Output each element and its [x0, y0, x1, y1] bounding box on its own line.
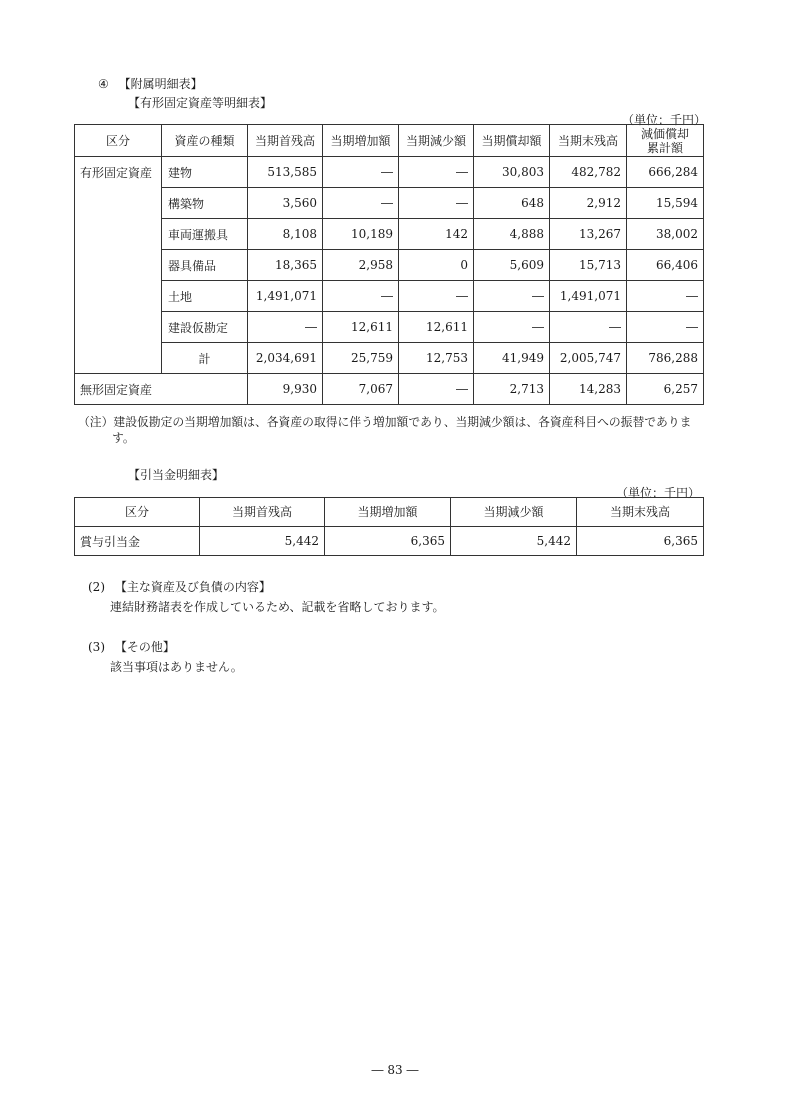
asset-type: 建物 [162, 157, 248, 188]
cell-begin: 18,365 [248, 250, 323, 281]
cell-decrease: 0 [399, 250, 474, 281]
category-intangible: 無形固定資産 [75, 374, 248, 405]
cell-decrease: ― [399, 374, 474, 405]
cell-begin: 513,585 [248, 157, 323, 188]
cell-accum: ― [627, 281, 704, 312]
allowance-header-row [75, 498, 704, 527]
cell-depreciation: 2,713 [474, 374, 550, 405]
header-depreciation: 当期償却額 [474, 125, 550, 157]
cell-depreciation: ― [474, 281, 550, 312]
section-2-heading [88, 578, 271, 595]
fixed-assets-title: 【有形固定資産等明細表】 [128, 96, 273, 110]
cell-increase: 10,189 [323, 219, 399, 250]
cell-depreciation: 5,609 [474, 250, 550, 281]
cell-begin: 5,442 [200, 527, 325, 556]
cell-increase: 6,365 [325, 527, 451, 556]
cell-begin: 3,560 [248, 188, 323, 219]
header-category: 区分 [75, 125, 162, 157]
header-end-balance: 当期末残高 [577, 498, 704, 527]
cell-end: ― [550, 312, 627, 343]
cell-increase: 25,759 [323, 343, 399, 374]
cell-depreciation: 648 [474, 188, 550, 219]
fixed-assets-note-line2: す。 [112, 431, 135, 445]
header-decrease: 当期減少額 [451, 498, 577, 527]
cell-accum: 786,288 [627, 343, 704, 374]
allowance-title: 【引当金明細表】 [128, 468, 225, 482]
header-increase: 当期増加額 [323, 125, 399, 157]
section-4-heading [98, 75, 203, 92]
cell-increase: ― [323, 157, 399, 188]
asset-type: 建設仮勘定 [162, 312, 248, 343]
header-accumulated-depreciation [627, 125, 704, 157]
header-accum-line2: 累計額 [646, 140, 683, 155]
total-row [75, 343, 704, 374]
cell-decrease: 5,442 [451, 527, 577, 556]
allowance-category: 賞与引当金 [75, 527, 200, 556]
table-row [75, 281, 704, 312]
table-row [75, 188, 704, 219]
table-row [75, 527, 704, 556]
intangible-row [75, 374, 704, 405]
section-3-title: 【その他】 [114, 640, 175, 654]
cell-end: 14,283 [550, 374, 627, 405]
cell-end: 15,713 [550, 250, 627, 281]
section-4-title: 【附属明細表】 [118, 77, 203, 91]
cell-begin: 1,491,071 [248, 281, 323, 312]
cell-decrease: ― [399, 157, 474, 188]
header-decrease: 当期減少額 [399, 125, 474, 157]
section-3-body: 該当事項はありません。 [110, 660, 243, 674]
cell-decrease: 142 [399, 219, 474, 250]
table-row [75, 219, 704, 250]
section-3-marker: (3) [88, 640, 105, 654]
section-2-title: 【主な資産及び負債の内容】 [114, 580, 271, 594]
asset-type: 土地 [162, 281, 248, 312]
fixed-assets-note-line1: （注）建設仮勘定の当期増加額は、各資産の取得に伴う増加額であり、当期減少額は、各資産科目への振替でありま [78, 415, 692, 429]
cell-accum: 666,284 [627, 157, 704, 188]
cell-decrease: ― [399, 281, 474, 312]
header-increase: 当期増加額 [325, 498, 451, 527]
table-row [75, 157, 704, 188]
cell-begin: 9,930 [248, 374, 323, 405]
cell-increase: 7,067 [323, 374, 399, 405]
cell-increase: ― [323, 188, 399, 219]
cell-increase: 2,958 [323, 250, 399, 281]
section-3-heading [88, 638, 175, 655]
cell-end: 1,491,071 [550, 281, 627, 312]
section-4-marker: ④ [98, 77, 109, 91]
fixed-assets-table [74, 124, 704, 405]
header-asset-type: 資産の種類 [162, 125, 248, 157]
cell-increase: ― [323, 281, 399, 312]
category-tangible: 有形固定資産 [75, 157, 162, 374]
cell-begin: 8,108 [248, 219, 323, 250]
header-begin-balance: 当期首残高 [200, 498, 325, 527]
cell-end: 2,005,747 [550, 343, 627, 374]
table-row [75, 250, 704, 281]
cell-depreciation: ― [474, 312, 550, 343]
cell-decrease: ― [399, 188, 474, 219]
asset-type: 器具備品 [162, 250, 248, 281]
header-begin-balance: 当期首残高 [248, 125, 323, 157]
table-row [75, 312, 704, 343]
cell-depreciation: 41,949 [474, 343, 550, 374]
fixed-assets-unit: （単位：千円） [622, 113, 707, 127]
cell-accum: 15,594 [627, 188, 704, 219]
section-2-marker: (2) [88, 580, 105, 594]
allowance-unit: （単位：千円） [616, 486, 701, 500]
header-accum-line1: 減価償却 [640, 126, 689, 141]
cell-end: 2,912 [550, 188, 627, 219]
cell-decrease: 12,753 [399, 343, 474, 374]
cell-end: 13,267 [550, 219, 627, 250]
cell-begin: ― [248, 312, 323, 343]
cell-begin: 2,034,691 [248, 343, 323, 374]
total-label: 計 [162, 343, 248, 374]
cell-accum: 38,002 [627, 219, 704, 250]
cell-decrease: 12,611 [399, 312, 474, 343]
header-end-balance: 当期末残高 [550, 125, 627, 157]
cell-accum: ― [627, 312, 704, 343]
fixed-assets-header-row [75, 125, 704, 157]
cell-end: 6,365 [577, 527, 704, 556]
allowance-table [74, 497, 704, 556]
page-number: ― 83 ― [371, 1063, 419, 1077]
cell-end: 482,782 [550, 157, 627, 188]
section-2-body: 連結財務諸表を作成しているため、記載を省略しております。 [110, 600, 445, 614]
cell-accum: 6,257 [627, 374, 704, 405]
cell-increase: 12,611 [323, 312, 399, 343]
asset-type: 構築物 [162, 188, 248, 219]
cell-accum: 66,406 [627, 250, 704, 281]
cell-depreciation: 30,803 [474, 157, 550, 188]
header-category: 区分 [75, 498, 200, 527]
cell-depreciation: 4,888 [474, 219, 550, 250]
asset-type: 車両運搬具 [162, 219, 248, 250]
